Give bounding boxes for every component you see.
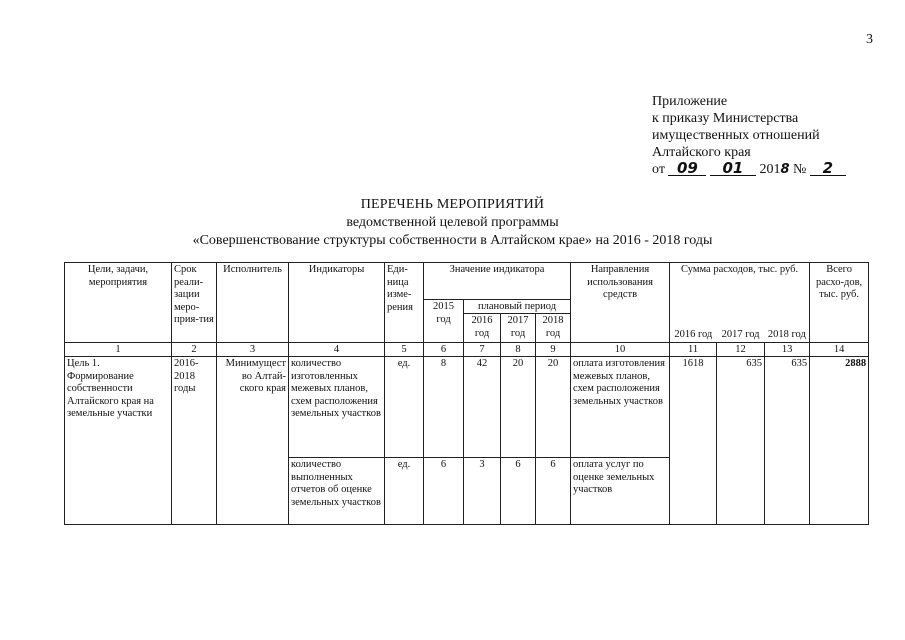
direction-cell: оплата изготовления межевых планов, схем расположения земельных участков — [571, 357, 670, 458]
header-2015: 2015 год — [424, 300, 464, 343]
title-line-2: ведомственной целевой программы — [346, 215, 559, 230]
order-year-hand: 8 — [780, 162, 790, 177]
col-index-10: 10 — [571, 343, 670, 357]
order-line — [652, 161, 846, 178]
title-line-1: ПЕРЕЧЕНЬ МЕРОПРИЯТИЙ — [360, 197, 545, 212]
order-year-printed: 201 — [759, 162, 781, 177]
header-sum-2017: 2017 год — [717, 300, 765, 343]
col-index-14: 14 — [810, 343, 869, 357]
header-goals: Цели, задачи, мероприятия — [65, 263, 172, 343]
value-2016-cell: 3 — [464, 458, 501, 525]
col-index-8: 8 — [501, 343, 536, 357]
page-number: 3 — [866, 32, 873, 47]
header-executor: Исполнитель — [217, 263, 289, 343]
unit-cell: ед. — [385, 458, 424, 525]
header-plan-period: плановый период — [464, 300, 571, 314]
term-cell: 2016-2018 годы — [172, 357, 217, 525]
measures-table — [64, 262, 869, 525]
col-index-11: 11 — [670, 343, 717, 357]
title-line-3: «Совершенствование структуры собственности в Алтайском крае» на 2016 - 2018 годы — [192, 233, 713, 248]
header-directions: Направления использования средств — [571, 263, 670, 343]
col-index-3: 3 — [217, 343, 289, 357]
header-indicator-value: Значение индикатора — [424, 263, 571, 300]
appendix-block — [652, 93, 846, 178]
appendix-line-3: имущественных отношений — [652, 128, 820, 143]
unit-cell: ед. — [385, 357, 424, 458]
value-2015-cell: 6 — [424, 458, 464, 525]
col-index-7: 7 — [464, 343, 501, 357]
goal-cell: Цель 1. Формирование собственности Алтайского края на земельные участки — [65, 357, 172, 525]
order-prefix: от — [652, 162, 665, 177]
value-2017-cell: 20 — [501, 357, 536, 458]
value-2015-cell: 8 — [424, 357, 464, 458]
value-2017-cell: 6 — [501, 458, 536, 525]
indicator-cell: количество выполненных отчетов об оценке земельных участков — [289, 458, 385, 525]
col-index-13: 13 — [765, 343, 810, 357]
executor-cell: Минимущест во Алтай-ского края — [217, 357, 289, 525]
header-unit: Еди-ница изме-рения — [385, 263, 424, 343]
col-index-12: 12 — [717, 343, 765, 357]
header-row-1 — [65, 263, 869, 300]
appendix-line-1: Приложение — [652, 94, 728, 109]
sum-2016-cell: 1618 — [670, 357, 717, 525]
value-2018-cell: 20 — [536, 357, 571, 458]
header-sum: Сумма расходов, тыс. руб. — [670, 263, 810, 300]
sum-2018-cell: 635 — [765, 357, 810, 525]
col-index-2: 2 — [172, 343, 217, 357]
sum-2017-cell: 635 — [717, 357, 765, 525]
total-cell: 2888 — [810, 357, 869, 525]
order-number-label: № — [792, 162, 807, 177]
order-day: 09 — [668, 161, 706, 176]
value-2018-cell: 6 — [536, 458, 571, 525]
header-sum-2016: 2016 год — [670, 300, 717, 343]
document-title — [0, 196, 905, 250]
order-number: 2 — [810, 161, 846, 176]
indicator-cell: количество изготовленных межевых планов, схем расположения земельных участков — [289, 357, 385, 458]
header-total: Всего расхо-дов, тыс. руб. — [810, 263, 869, 343]
table-row — [65, 357, 869, 458]
col-index-4: 4 — [289, 343, 385, 357]
appendix-line-2: к приказу Министерства — [652, 111, 799, 126]
header-2016: 2016 год — [464, 314, 501, 343]
value-2016-cell: 42 — [464, 357, 501, 458]
header-term: Срок реали-зации меро-прия-тия — [172, 263, 217, 343]
header-2017: 2017 год — [501, 314, 536, 343]
header-indicators: Индикаторы — [289, 263, 385, 343]
col-index-1: 1 — [65, 343, 172, 357]
appendix-line-4: Алтайского края — [652, 145, 751, 160]
col-index-5: 5 — [385, 343, 424, 357]
col-index-9: 9 — [536, 343, 571, 357]
header-2018: 2018 год — [536, 314, 571, 343]
order-month: 01 — [710, 161, 756, 176]
column-index-row — [65, 343, 869, 357]
col-index-6: 6 — [424, 343, 464, 357]
header-sum-2018: 2018 год — [765, 300, 810, 343]
direction-cell: оплата услуг по оценке земельных участков — [571, 458, 670, 525]
